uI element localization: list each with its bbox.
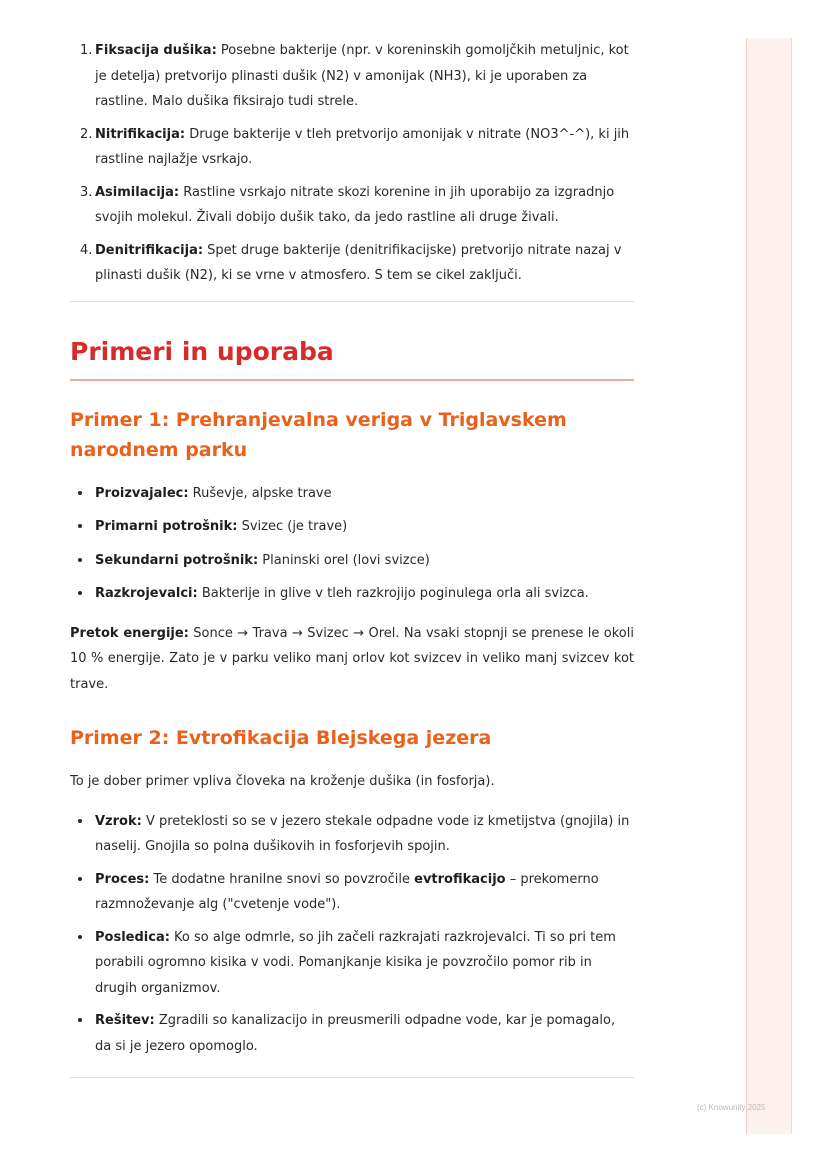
list-term: Asimilacija: <box>95 184 180 200</box>
example1-title: Primer 1: Prehranjevalna veriga v Triglavskem narodnem parku <box>70 408 567 461</box>
bullet-icon <box>78 819 82 823</box>
paragraph-text: Sonce → Trava → Svizec → Orel. Na vsaki stopnji se prenese le okoli 10 % energije. Zato je v parku veliko manj orlov kot svizcev in veliko manj svizcev kot trave. <box>70 625 634 692</box>
list-item <box>78 809 634 860</box>
energy-flow-paragraph <box>70 621 634 698</box>
divider <box>70 1077 634 1078</box>
list-term: Sekundarni potrošnik: <box>95 552 259 568</box>
list-term: Nitrifikacija: <box>95 126 186 142</box>
paragraph-term: Pretok energije: <box>70 625 189 641</box>
list-item <box>78 514 634 540</box>
divider <box>70 301 634 302</box>
list-term: Fiksacija dušika: <box>95 43 217 58</box>
sidebar-band <box>746 38 792 1134</box>
list-term: Primarni potrošnik: <box>95 519 238 534</box>
list-term: Razkrojevalci: <box>95 586 198 601</box>
list-item <box>80 38 634 115</box>
footer-copyright: (c) Knowunity 2025 <box>697 1103 766 1112</box>
list-text: Ko so alge odmrle, so jih začeli razkrajati razkrojevalci. Ti so pri tem porabili ogromno kisika v vodi. Pomanjkanje kisika je povzročilo pomor rib in drugih organizmov. <box>95 929 616 996</box>
example2-intro: To je dober primer vpliva človeka na kroženje dušika (in fosforja). <box>70 774 495 789</box>
list-item <box>80 122 634 173</box>
list-text: Rastline vsrkajo nitrate skozi korenine in jih uporabijo za izgradnjo svojih molekul. Živali dobijo dušik tako, da jedo rastline ali druge živali. <box>95 184 615 225</box>
bullet-icon <box>78 491 82 495</box>
list-text: V preteklosti so se v jezero stekale odpadne vode iz kmetijstva (gnojila) in naselij. Gnojila so polna dušikovih in fosforjevih spojin. <box>95 813 630 854</box>
bullet-icon <box>78 935 82 939</box>
list-number: 3. <box>80 184 93 200</box>
list-text: Te dodatne hranilne snovi so povzročile <box>149 871 415 887</box>
list-term: Posledica: <box>95 929 170 945</box>
list-item <box>78 925 634 1002</box>
section-divider <box>70 379 634 381</box>
list-term: Rešitev: <box>95 1013 155 1028</box>
emphasis-term: evtrofikacijo <box>414 871 506 887</box>
bullet-icon <box>78 591 82 595</box>
list-item <box>78 867 634 918</box>
list-text: Planinski orel (lovi svizce) <box>258 552 430 568</box>
list-text: Spet druge bakterije (denitrifikacijske) pretvorijo nitrate nazaj v plinasti dušik (N2), ki se vrne v atmosfero. S tem se cikel zaključi. <box>95 242 622 283</box>
bullet-icon <box>78 1018 82 1022</box>
list-text: Svizec (je trave) <box>237 519 348 534</box>
list-text: – prekomerno razmnoževanje alg ("cvetenje vode"). <box>95 871 599 912</box>
section-title: Primeri in uporaba <box>70 336 334 366</box>
list-item <box>80 180 634 231</box>
bullet-icon <box>78 558 82 562</box>
list-number: 1. <box>80 43 93 58</box>
nitrogen-cycle-steps <box>70 38 634 289</box>
list-text: Ruševje, alpske trave <box>188 485 332 501</box>
bullet-icon <box>78 877 82 881</box>
bullet-icon <box>78 524 82 528</box>
food-chain-list <box>70 481 634 607</box>
example2-title: Primer 2: Evtrofikacija Blejskega jezera <box>70 727 492 749</box>
list-text: Druge bakterije v tleh pretvorijo amonijak v nitrate (NO3^-^), ki jih rastline najlažje vsrkajo. <box>95 126 630 167</box>
list-term: Denitrifikacija: <box>95 242 204 258</box>
list-item <box>78 581 634 607</box>
list-item <box>80 238 634 289</box>
list-term: Vzrok: <box>95 813 142 829</box>
list-number: 4. <box>80 242 93 258</box>
list-text: Posebne bakterije (npr. v koreninskih gomoljčkih metuljnic, kot je detelja) pretvorijo plinasti dušik (N2) v amonijak (NH3), ki je uporaben za rastline. Malo dušika fiksirajo tudi strele. <box>95 43 629 109</box>
list-term: Proces: <box>95 871 150 887</box>
list-item <box>78 1008 634 1059</box>
list-term: Proizvajalec: <box>95 485 189 501</box>
eutrophication-list <box>70 809 634 1060</box>
list-item <box>78 548 634 574</box>
list-text: Zgradili so kanalizacijo in preusmerili odpadne vode, kar je pomagalo, da si je jezero opomoglo. <box>95 1013 616 1054</box>
list-item <box>78 481 634 507</box>
list-number: 2. <box>80 126 93 142</box>
page-content <box>70 38 634 1078</box>
list-text: Bakterije in glive v tleh razkrojijo poginulega orla ali svizca. <box>197 586 589 601</box>
